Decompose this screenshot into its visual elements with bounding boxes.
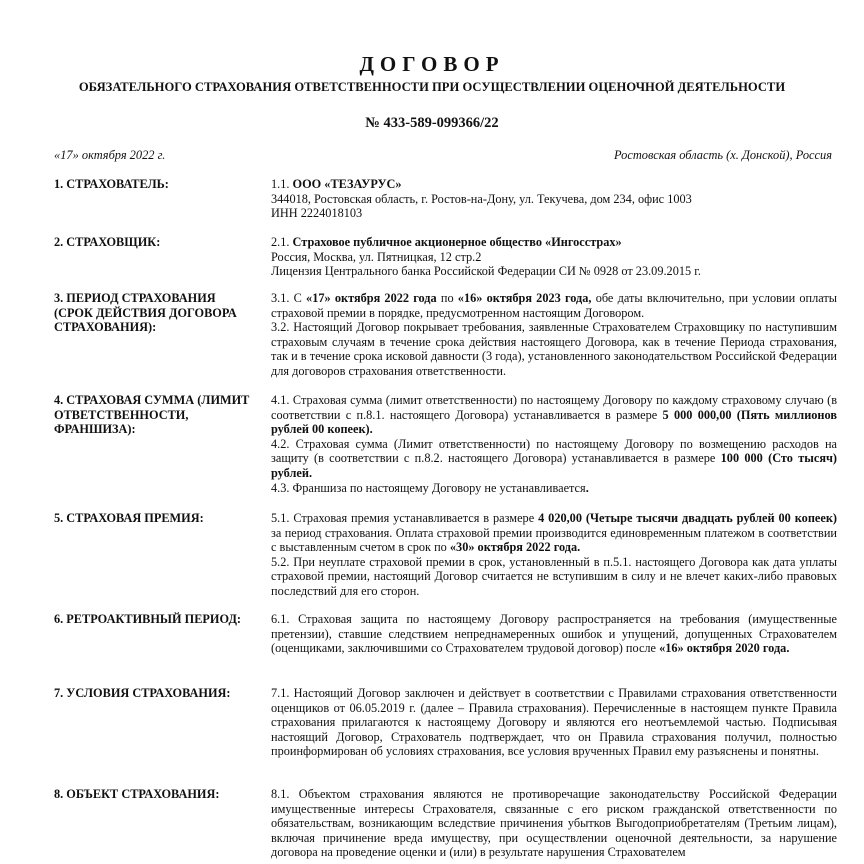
insured-name: ООО «ТЕЗАУРУС» [292, 177, 402, 191]
section-5-body [271, 511, 837, 599]
clause-4-3: 4.3. Франшиза по настоящему Договору не устанавливается. [271, 480, 589, 495]
section-1-body [271, 177, 837, 221]
clause-4-2: 4.2. Страховая сумма (Лимит ответственности) по настоящему Договору по возмещению расходов на защиту (в соответствии с п.8.2. настоящего Договора) устанавливается в размере 100 000 (Сто тысяч) рублей. [271, 436, 837, 480]
insurer-name: Страховое публичное акционерное общество «Ингосстрах» [292, 235, 622, 249]
clause-3-2: 3.2. Настоящий Договор покрывает требования, заявленные Страхователем Страховщику по наступившим страховым случаям в течение срока действия настоящего Договора, как в течение Периода страхования, так и в течение срока исковой давности (3 года), установленного законодательством Российской Федерации для договоров страхования ответственности. [271, 320, 837, 378]
section-5-label: 5. СТРАХОВАЯ ПРЕМИЯ: [54, 511, 204, 525]
section-6-label: 6. РЕТРОАКТИВНЫЙ ПЕРИОД: [54, 612, 241, 626]
clause-7-1: 7.1. Настоящий Договор заключен и действует в соответствии с Правилами страхования ответственности оценщиков от 06.05.2019 г. (далее – Правила страхования). Перечисленные в настоящем пункте Правила страхования прилагаются к настоящему Договору и являются его неотъемлемой частью. Подписывая настоящий Договор, Страхователь подтверждает, что он Правила страхования получил, полностью проинформирован об условиях страхования, все условия врученных Правил ему разъяснены и понятны. [271, 686, 837, 759]
section-7-label: 7. УСЛОВИЯ СТРАХОВАНИЯ: [54, 686, 231, 700]
clause-2-1-number: 2.1. [271, 235, 290, 249]
clause-5-1: 5.1. Страховая премия устанавливается в размере 4 020,00 (Четыре тысячи двадцать рублей 00 копеек) за период страхования. Оплата страховой премии производится единовременным платежом в соответствии с выставленным счетом в срок по «30» октября 2022 года. [271, 511, 837, 555]
section-8-body [271, 787, 837, 860]
insured-address: 344018, Ростовская область, г. Ростов-на-Дону, ул. Текучева, дом 234, офис 1003 [271, 191, 692, 206]
document-title: ДОГОВОР [359, 52, 505, 76]
contract-number: № 433-589-099366/22 [365, 115, 499, 131]
section-3-body [271, 291, 837, 379]
section-2-body [271, 235, 837, 279]
section-4-label: 4. СТРАХОВАЯ СУММА (ЛИМИТ ОТВЕТСТВЕННОСТИ, ФРАНШИЗА): [54, 393, 250, 437]
contract-date: «17» октября 2022 г. [54, 148, 166, 162]
clause-4-1: 4.1. Страховая сумма (лимит ответственности) по настоящему Договору по каждому страховому случаю (в соответствии с п.8.1. настоящего Договора) устанавливается в размере 5 000 000,00 (Пять миллионов рублей 00 копеек). [271, 393, 837, 437]
clause-6-1: 6.1. Страховая защита по настоящему Договору распространяется на требования (имущественные претензии), ставшие следствием непреднамеренных ошибок и упущений, допущенных Страхователем (оценщиками, заключившими со Страхователем трудовой договор) после «16» октября 2020 года. [271, 612, 837, 656]
clause-1-1-number: 1.1. [271, 177, 290, 191]
section-3-label: 3. ПЕРИОД СТРАХОВАНИЯ (СРОК ДЕЙСТВИЯ ДОГОВОРА СТРАХОВАНИЯ): [54, 291, 237, 335]
document-subtitle: ОБЯЗАТЕЛЬНОГО СТРАХОВАНИЯ ОТВЕТСТВЕННОСТИ ПРИ ОСУЩЕСТВЛЕНИИ ОЦЕНОЧНОЙ ДЕЯТЕЛЬНОСТИ [78, 80, 786, 94]
contract-place: Ростовская область (х. Донской), Россия [614, 148, 832, 162]
section-4-body [271, 393, 837, 495]
section-8-label: 8. ОБЪЕКТ СТРАХОВАНИЯ: [54, 787, 220, 801]
section-1-label: 1. СТРАХОВАТЕЛЬ: [54, 177, 169, 191]
clause-3-1: 3.1. С «17» октября 2022 года по «16» октября 2023 года, обе даты включительно, при условии оплаты страховой премии в порядке, предусмотренном настоящим Договором. [271, 291, 837, 320]
insured-inn: ИНН 2224018103 [271, 206, 363, 221]
section-2-label: 2. СТРАХОВЩИК: [54, 235, 161, 249]
insurer-license: Лицензия Центрального банка Российской Федерации СИ № 0928 от 23.09.2015 г. [271, 264, 701, 279]
clause-5-2: 5.2. При неуплате страховой премии в срок, установленный в п.5.1. настоящего Договора как дата уплаты страховой премии, настоящий Договор считается не вступившим в силу и не влечет каких-либо правовых последствий для его сторон. [271, 554, 837, 598]
clause-8-1: 8.1. Объектом страхования являются не противоречащие законодательству Российской Федерации имущественные интересы Страхователя, связанные с его риском гражданской ответственности по обязательствам, возникающим вследствие причинения убытков Выгодоприобретателям (Третьим лицам), включая причинение вреда имуществу, при осуществлении оценочной деятельности, за нарушение договора на проведение оценки и (или) в результате нарушения Страхователем [271, 787, 837, 860]
section-6-body [271, 612, 837, 656]
section-7-body [271, 686, 837, 759]
insurer-address: Россия, Москва, ул. Пятницкая, 12 стр.2 [271, 249, 482, 264]
